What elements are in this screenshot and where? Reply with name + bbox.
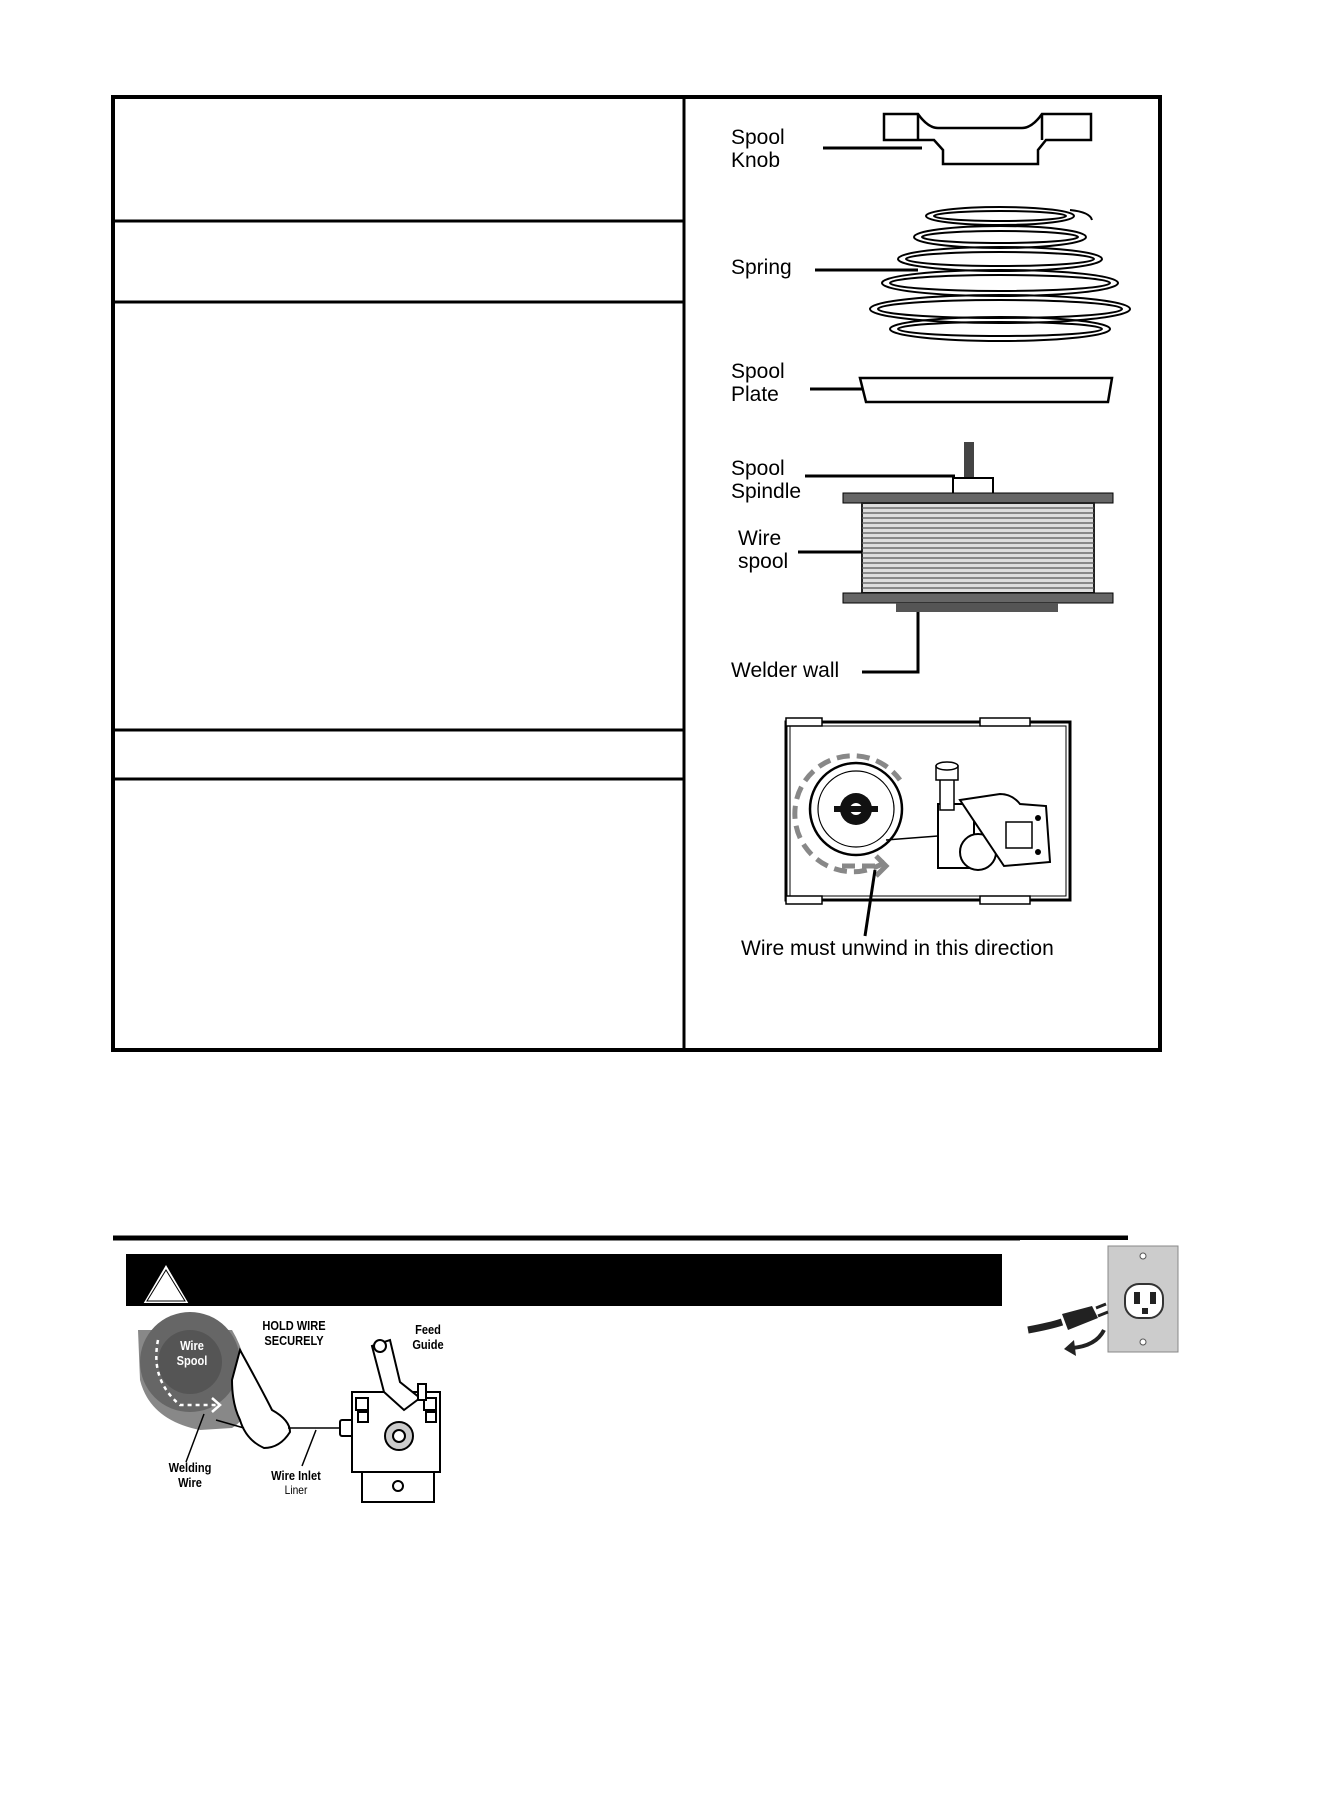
label-spool-spindle: Spool Spindle (731, 457, 802, 503)
label-feed-guide: Feed Guide (412, 1322, 444, 1352)
label-spring: Spring (731, 256, 792, 279)
label-spool-plate: Spool Plate (731, 360, 785, 406)
label-unwind-direction: Wire must unwind in this direction (741, 937, 1054, 960)
label-wire-spool: Wire spool (738, 527, 789, 573)
label-wire-spool-figure: Wire Spool (176, 1338, 208, 1368)
label-welder-wall: Welder wall (731, 659, 840, 682)
label-spool-knob: Spool Knob (731, 126, 785, 172)
unplug-power-icon (1020, 1240, 1188, 1356)
label-wire-inlet: Wire Inlet (271, 1468, 321, 1483)
label-hold-wire: HOLD WIRE SECURELY (262, 1318, 326, 1348)
label-liner: Liner (284, 1483, 308, 1497)
label-welding-wire: Welding Wire (168, 1460, 212, 1490)
